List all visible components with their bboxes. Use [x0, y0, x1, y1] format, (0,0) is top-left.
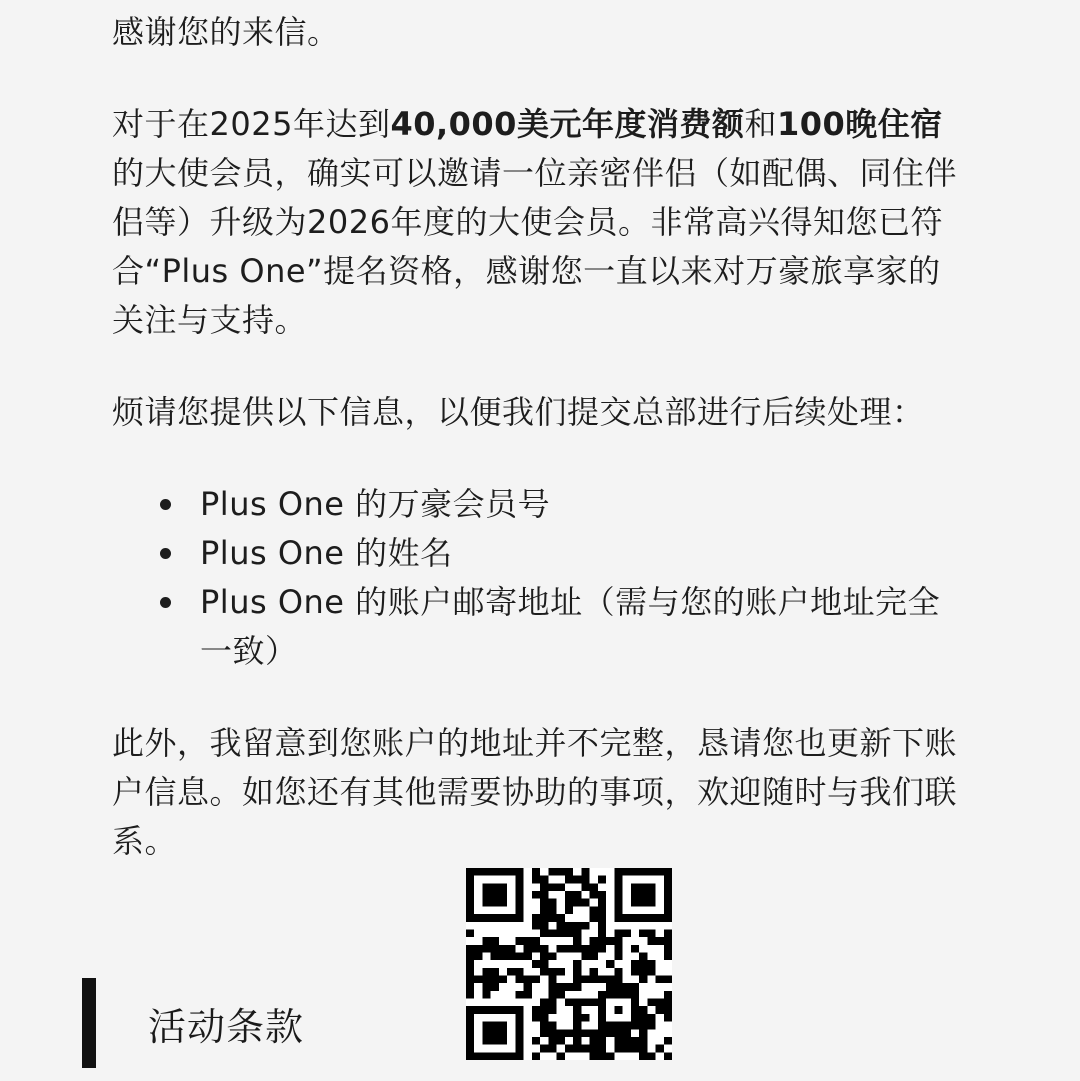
info-list	[112, 480, 972, 676]
qr-code-icon[interactable]	[466, 868, 672, 1060]
terms-section[interactable]	[82, 978, 304, 1068]
list-item: Plus One 的账户邮寄地址（需与您的账户地址完全一致）	[112, 578, 972, 676]
main-text-3: 的大使会员，确实可以邀请一位亲密伴侣（如配偶、同住伴侣等）升级为2026年度的大使会员。非常高兴得知您已符合“Plus One”提名资格，感谢您一直以来对万豪旅享家的关注与支持。	[112, 154, 958, 339]
bullet-icon	[160, 548, 171, 559]
main-text-2: 和	[744, 105, 777, 143]
main-text-1: 对于在2025年达到	[112, 105, 391, 143]
spending-threshold: 40,000美元年度消费额	[390, 105, 745, 143]
nights-threshold: 100晚住宿	[776, 105, 943, 143]
closing-text: 此外，我留意到您账户的地址并不完整，恳请您也更新下账户信息。如您还有其他需要协助的事项，欢迎随时与我们联系。	[112, 724, 958, 860]
main-paragraph	[112, 100, 972, 345]
bullet-icon	[160, 499, 171, 510]
bullet-icon	[160, 597, 171, 608]
section-marker	[82, 978, 96, 1068]
list-item: Plus One 的姓名	[112, 529, 972, 578]
list-item: Plus One 的万豪会员号	[112, 480, 972, 529]
terms-label[interactable]: 活动条款	[148, 1004, 305, 1049]
message-body	[112, 8, 972, 866]
greeting-text: 感谢您的来信。	[112, 13, 340, 51]
request-text: 烦请您提供以下信息，以便我们提交总部进行后续处理：	[112, 393, 925, 431]
